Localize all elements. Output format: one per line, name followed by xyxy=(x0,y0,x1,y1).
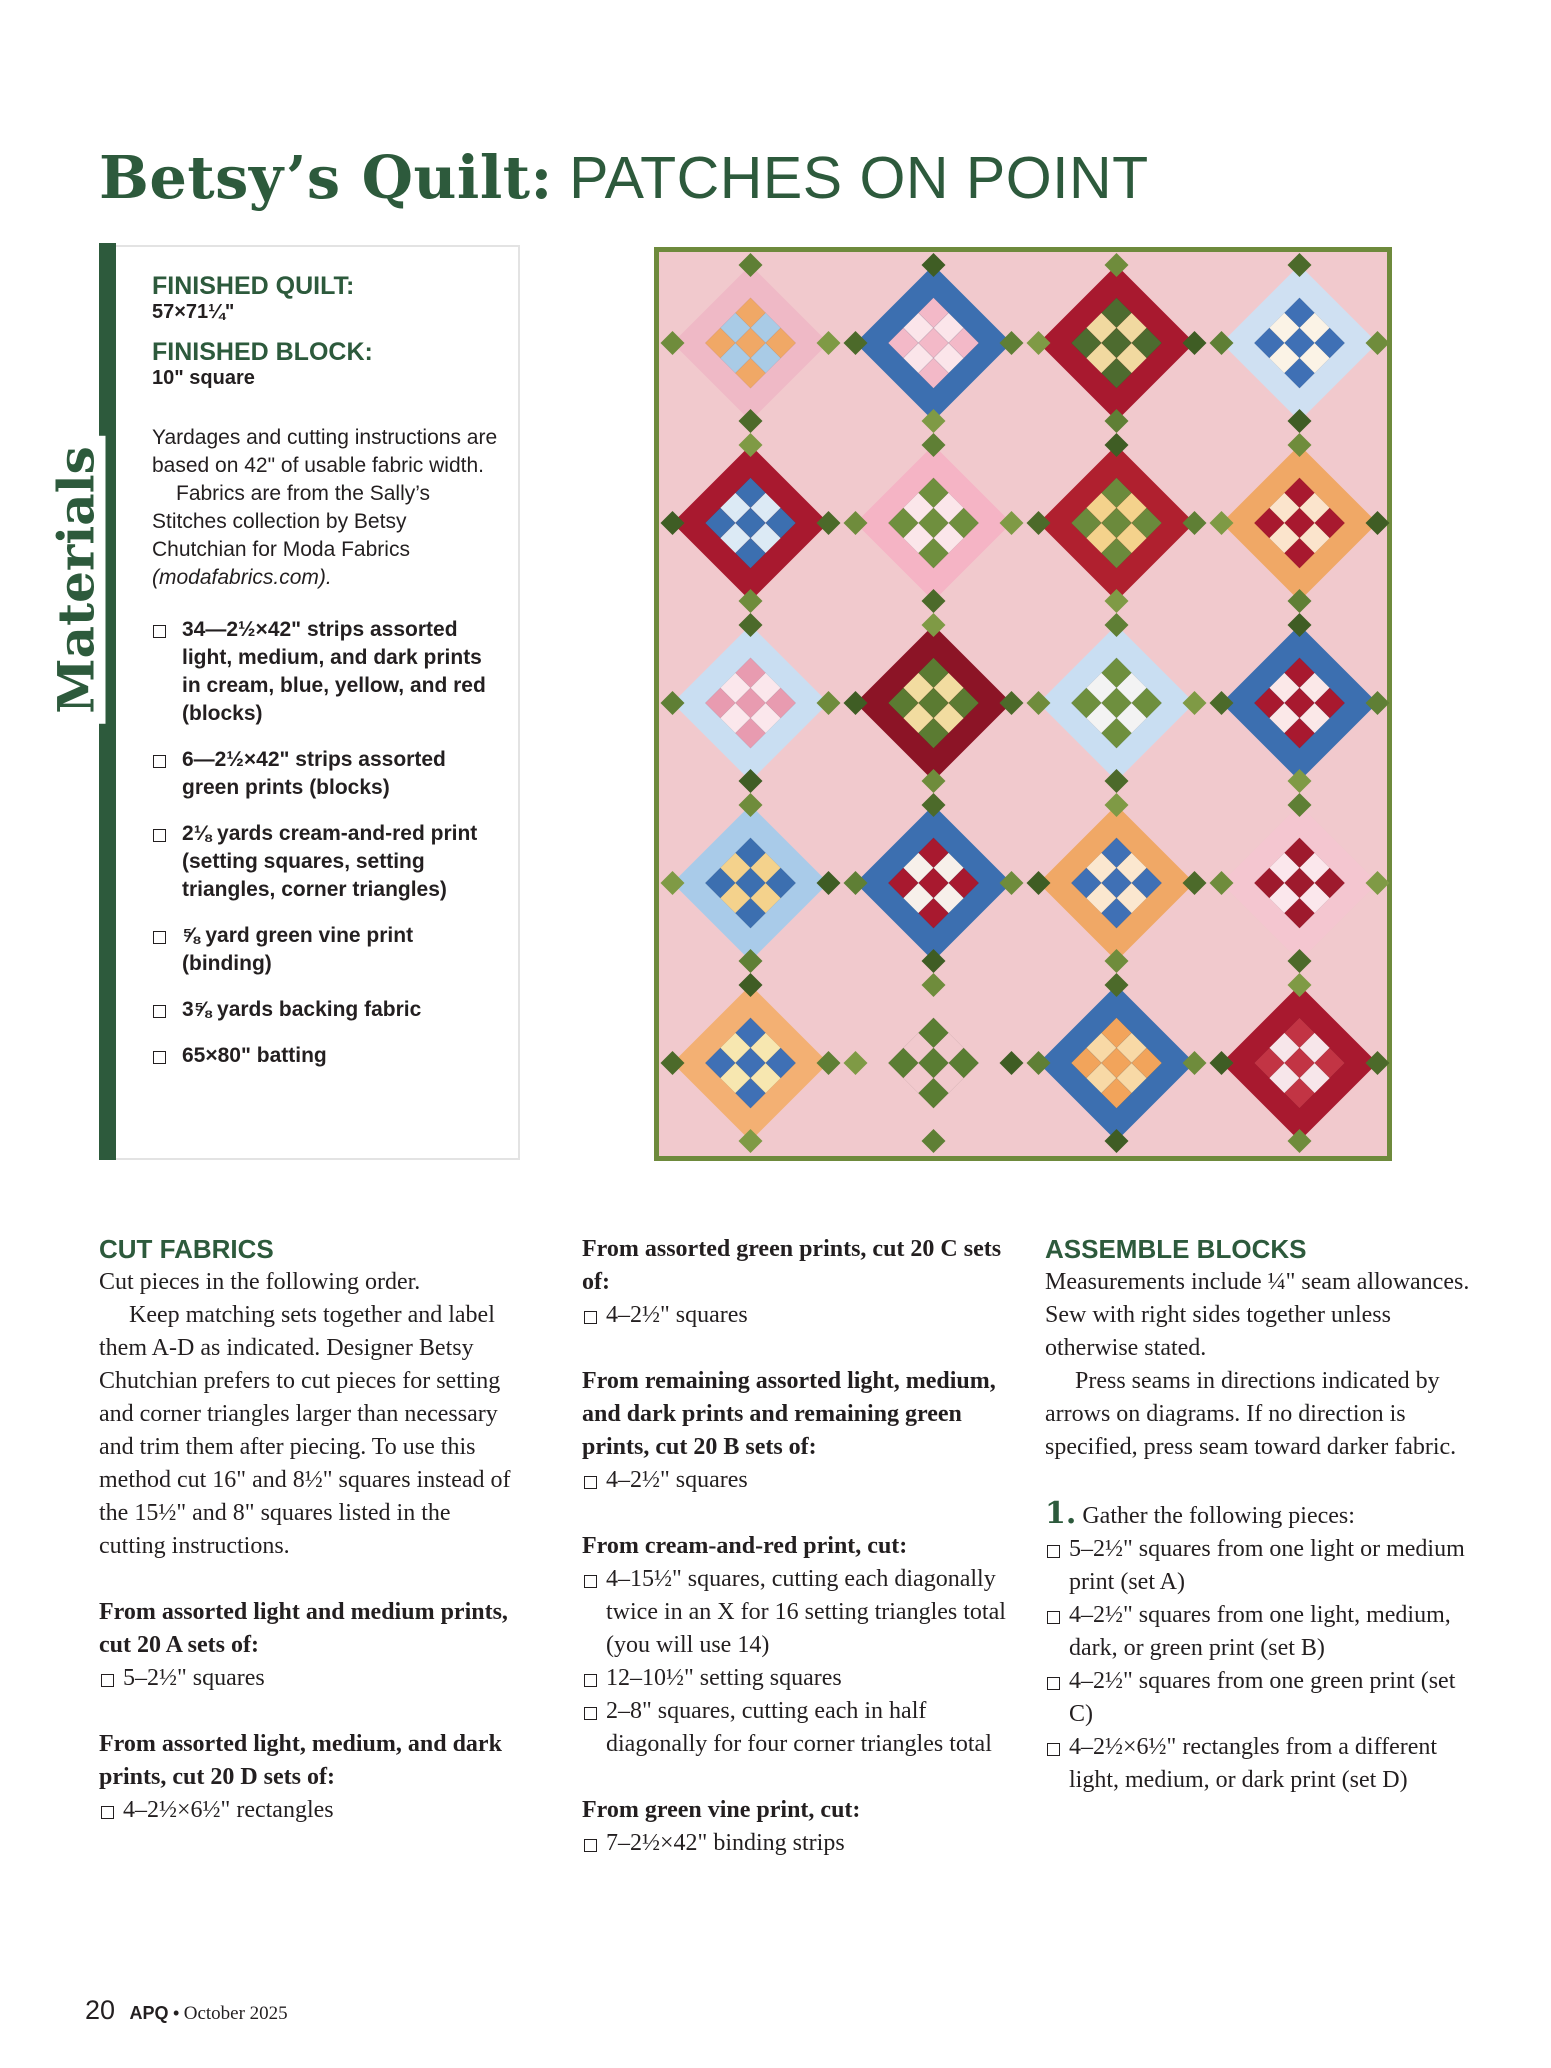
set-c-item: 4–2½" squares xyxy=(582,1299,1027,1332)
materials-list xyxy=(152,616,502,1070)
assemble-column xyxy=(1045,1233,1475,1797)
assemble-item: 4–2½×6½" rectangles from a different light, medium, or dark print (set D) xyxy=(1045,1731,1475,1797)
page-number: 20 xyxy=(85,1995,116,2025)
assemble-item: 4–2½" squares from one light, medium, dark, or green print (set B) xyxy=(1045,1599,1475,1665)
finished-quilt-value: 57×71¼" xyxy=(152,301,235,323)
assemble-p1: Measurements include ¼" seam allowances. Sew with right sides together unless otherwise stated. xyxy=(1045,1269,1470,1361)
materials-intro-2-link: (modafabrics.com). xyxy=(152,566,332,589)
cut-fabrics-heading: CUT FABRICS xyxy=(99,1234,274,1264)
set-d-item: 4–2½×6½" rectangles xyxy=(99,1794,519,1827)
materials-intro-2-text: Fabrics are from the Sally’s Stitches collection by Betsy Chutchian for Moda Fabrics xyxy=(152,482,431,561)
page-footer xyxy=(85,1995,288,2026)
finished-quilt-label: FINISHED QUILT: xyxy=(152,272,355,300)
materials-item: 34—2½×42" strips assorted light, medium, and dark prints in cream, blue, yellow, and red (blocks) xyxy=(152,616,502,728)
green-vine-item: 7–2½×42" binding strips xyxy=(582,1827,1027,1860)
page-title xyxy=(99,142,1149,214)
set-b-heading: From remaining assorted light, medium, and dark prints and remaining green prints, cut 20 B sets of: xyxy=(582,1368,996,1460)
materials-item: 3⅝ yards backing fabric xyxy=(152,996,502,1024)
finished-block-label: FINISHED BLOCK: xyxy=(152,338,373,366)
set-a-item: 5–2½" squares xyxy=(99,1662,519,1695)
green-vine-heading: From green vine print, cut: xyxy=(582,1797,861,1823)
cut-fabrics-p2: Keep matching sets together and label them A-D as indicated. Designer Betsy Chutchian prefers to cut pieces for setting and corner triangles larger than necessary and trim them after piecing. To use this method cut 16" and 8½" squares instead of the 15½" and 8" squares listed in the cutting instructions. xyxy=(99,1302,511,1559)
cut-fabrics-column xyxy=(99,1233,519,1827)
set-a-heading: From assorted light and medium prints, cut 20 A sets of: xyxy=(99,1599,508,1658)
assemble-p2: Press seams in directions indicated by arrows on diagrams. If no direction is specified, press seam toward darker fabric. xyxy=(1045,1368,1457,1460)
materials-intro-1: Yardages and cutting instructions are based on 42" of usable fabric width. xyxy=(152,426,498,477)
step-number: 1. xyxy=(1045,1496,1077,1531)
cream-red-item: 12–10½" setting squares xyxy=(582,1662,1027,1695)
cut-fabrics-p1: Cut pieces in the following order. xyxy=(99,1269,421,1295)
materials-item: 2⅛ yards cream-and-red print (setting squares, setting triangles, corner triangles) xyxy=(152,820,502,904)
cream-red-heading: From cream-and-red print, cut: xyxy=(582,1533,908,1559)
cream-red-item: 2–8" squares, cutting each in half diagonally for four corner triangles total xyxy=(582,1695,1027,1761)
cream-red-item: 4–15½" squares, cutting each diagonally twice in an X for 16 setting triangles total (you will use 14) xyxy=(582,1563,1027,1662)
materials-item: ⅝ yard green vine print (binding) xyxy=(152,922,502,978)
materials-label-text: Materials xyxy=(47,436,106,724)
set-c-heading: From assorted green prints, cut 20 C sets of: xyxy=(582,1236,1002,1295)
materials-item: 6—2½×42" strips assorted green prints (blocks) xyxy=(152,746,502,802)
materials-content xyxy=(152,272,502,1088)
step-1 xyxy=(1045,1497,1475,1533)
finished-block-value: 10" square xyxy=(152,367,255,389)
materials-item: 65×80" batting xyxy=(152,1042,502,1070)
cutting-column-2 xyxy=(582,1233,1027,1860)
assemble-item: 5–2½" squares from one light or medium print (set A) xyxy=(1045,1533,1475,1599)
title-main: Betsy’s Quilt: xyxy=(99,143,553,212)
set-d-heading: From assorted light, medium, and dark prints, cut 20 D sets of: xyxy=(99,1731,502,1790)
set-b-item: 4–2½" squares xyxy=(582,1464,1027,1497)
title-sub: PATCHES ON POINT xyxy=(569,145,1149,211)
quilt-photo xyxy=(654,247,1392,1161)
assemble-item: 4–2½" squares from one green print (set C) xyxy=(1045,1665,1475,1731)
footer-separator: • xyxy=(172,2003,180,2023)
materials-intro-2 xyxy=(152,480,502,592)
assemble-heading: ASSEMBLE BLOCKS xyxy=(1045,1234,1307,1264)
issue-date: October 2025 xyxy=(183,2003,288,2024)
step-text: Gather the following pieces: xyxy=(1082,1503,1355,1529)
magazine-name: APQ xyxy=(129,2003,169,2023)
